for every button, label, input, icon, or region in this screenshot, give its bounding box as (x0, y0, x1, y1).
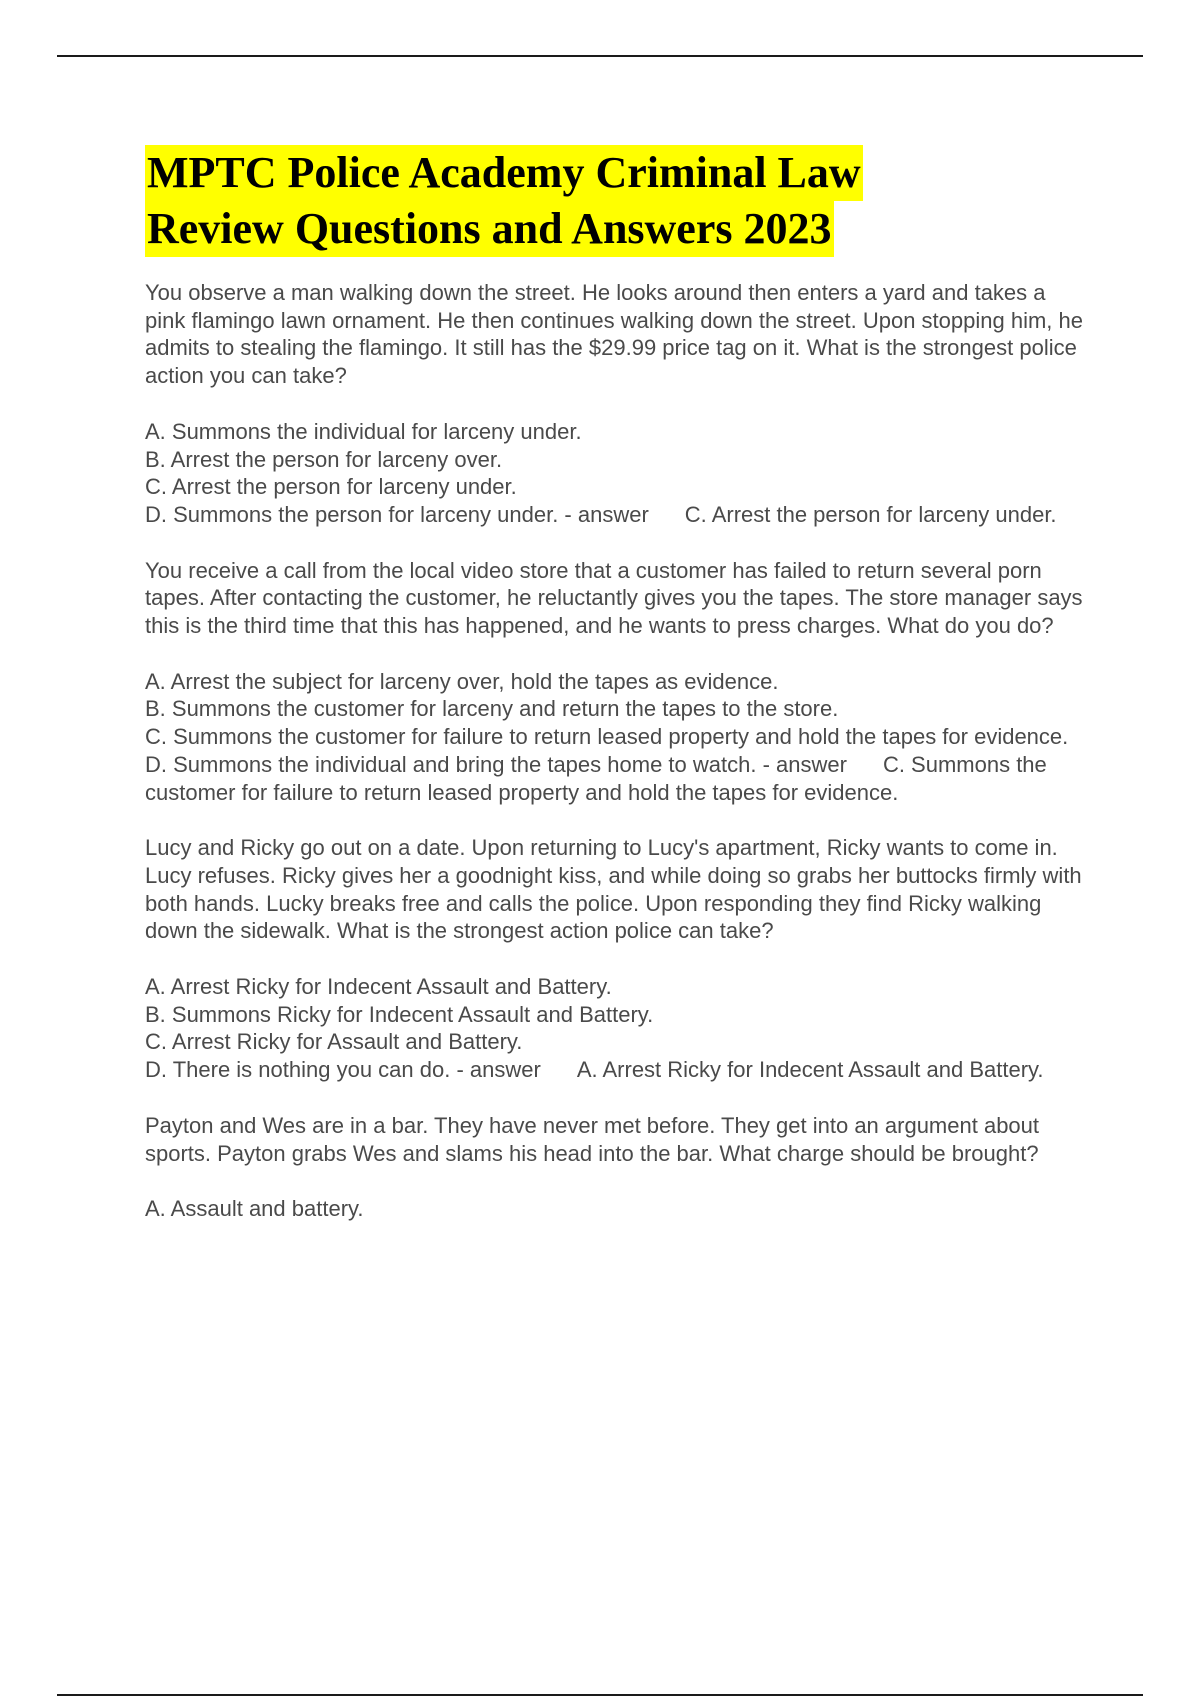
option-b: B. Arrest the person for larceny over. (145, 446, 503, 472)
option-c: C. Arrest the person for larceny under. (145, 474, 517, 500)
answer-text: A. Arrest Ricky for Indecent Assault and Battery. (576, 1057, 1044, 1083)
option-a: A. Arrest the subject for larceny over, hold the tapes as evidence. (145, 668, 779, 694)
answer-text: C. Arrest the person for larceny under. (684, 501, 1057, 527)
question-block-2 (145, 557, 1090, 807)
option-d: D. Summons the person for larceny under. - answer (145, 501, 649, 527)
option-c: C. Arrest Ricky for Assault and Battery. (145, 1029, 523, 1055)
title-line-1: MPTC Police Academy Criminal Law (145, 145, 863, 201)
question-text: Payton and Wes are in a bar. They have never met before. They get into an argument about sports. Payton grabs Wes and slams his head into the bar. What charge should be brought? (145, 1112, 1040, 1166)
question-text: You observe a man walking down the street. He looks around then enters a yard and takes a pink flamingo lawn ornament. He then continues walking down the street. Upon stopping him, he admits to stealing the flamingo. It still has the $29.99 price tag on it. What is the strongest police action you can take? (145, 280, 1083, 389)
question-block-1 (145, 279, 1090, 529)
bottom-rule (57, 1694, 1143, 1696)
answer-options (145, 1195, 1090, 1223)
question-block-4 (145, 1112, 1090, 1223)
document-title (145, 145, 1090, 257)
question-text: Lucy and Ricky go out on a date. Upon returning to Lucy's apartment, Ricky wants to come in. Lucy refuses. Ricky gives her a goodnight kiss, and while doing so grabs her buttocks firmly with both hands. Lucky breaks free and calls the police. Upon responding they find Ricky walking down the sidewalk. What is the strongest action police can take? (145, 835, 1082, 944)
option-d-with-answer (145, 751, 1090, 806)
option-b: B. Summons Ricky for Indecent Assault and Battery. (145, 1001, 654, 1027)
answer-text: C. Summons the customer for failure to return leased property and hold the tapes for evidence. (145, 751, 1047, 805)
option-b: B. Summons the customer for larceny and return the tapes to the store. (145, 696, 839, 722)
option-d: D. There is nothing you can do. - answer (145, 1057, 541, 1083)
option-a: A. Summons the individual for larceny under. (145, 418, 582, 444)
answer-options (145, 973, 1090, 1084)
option-a: A. Arrest Ricky for Indecent Assault and Battery. (145, 974, 612, 1000)
option-d: D. Summons the individual and bring the tapes home to watch. - answer (145, 751, 847, 777)
title-line-2: Review Questions and Answers 2023 (145, 201, 834, 257)
answer-options (145, 418, 1090, 529)
document-page (145, 145, 1090, 1251)
question-block-3 (145, 834, 1090, 1084)
answer-options (145, 668, 1090, 807)
question-text: You receive a call from the local video store that a customer has failed to return several porn tapes. After contacting the customer, he reluctantly gives you the tapes. The store manager says this is the third time that this has happened, and he wants to press charges. What do you do? (145, 557, 1083, 639)
option-a: A. Assault and battery. (145, 1196, 364, 1222)
option-d-with-answer (145, 501, 1090, 529)
option-d-with-answer (145, 1056, 1090, 1084)
top-rule (57, 55, 1143, 57)
option-c: C. Summons the customer for failure to return leased property and hold the tapes for evidence. (145, 724, 1069, 750)
